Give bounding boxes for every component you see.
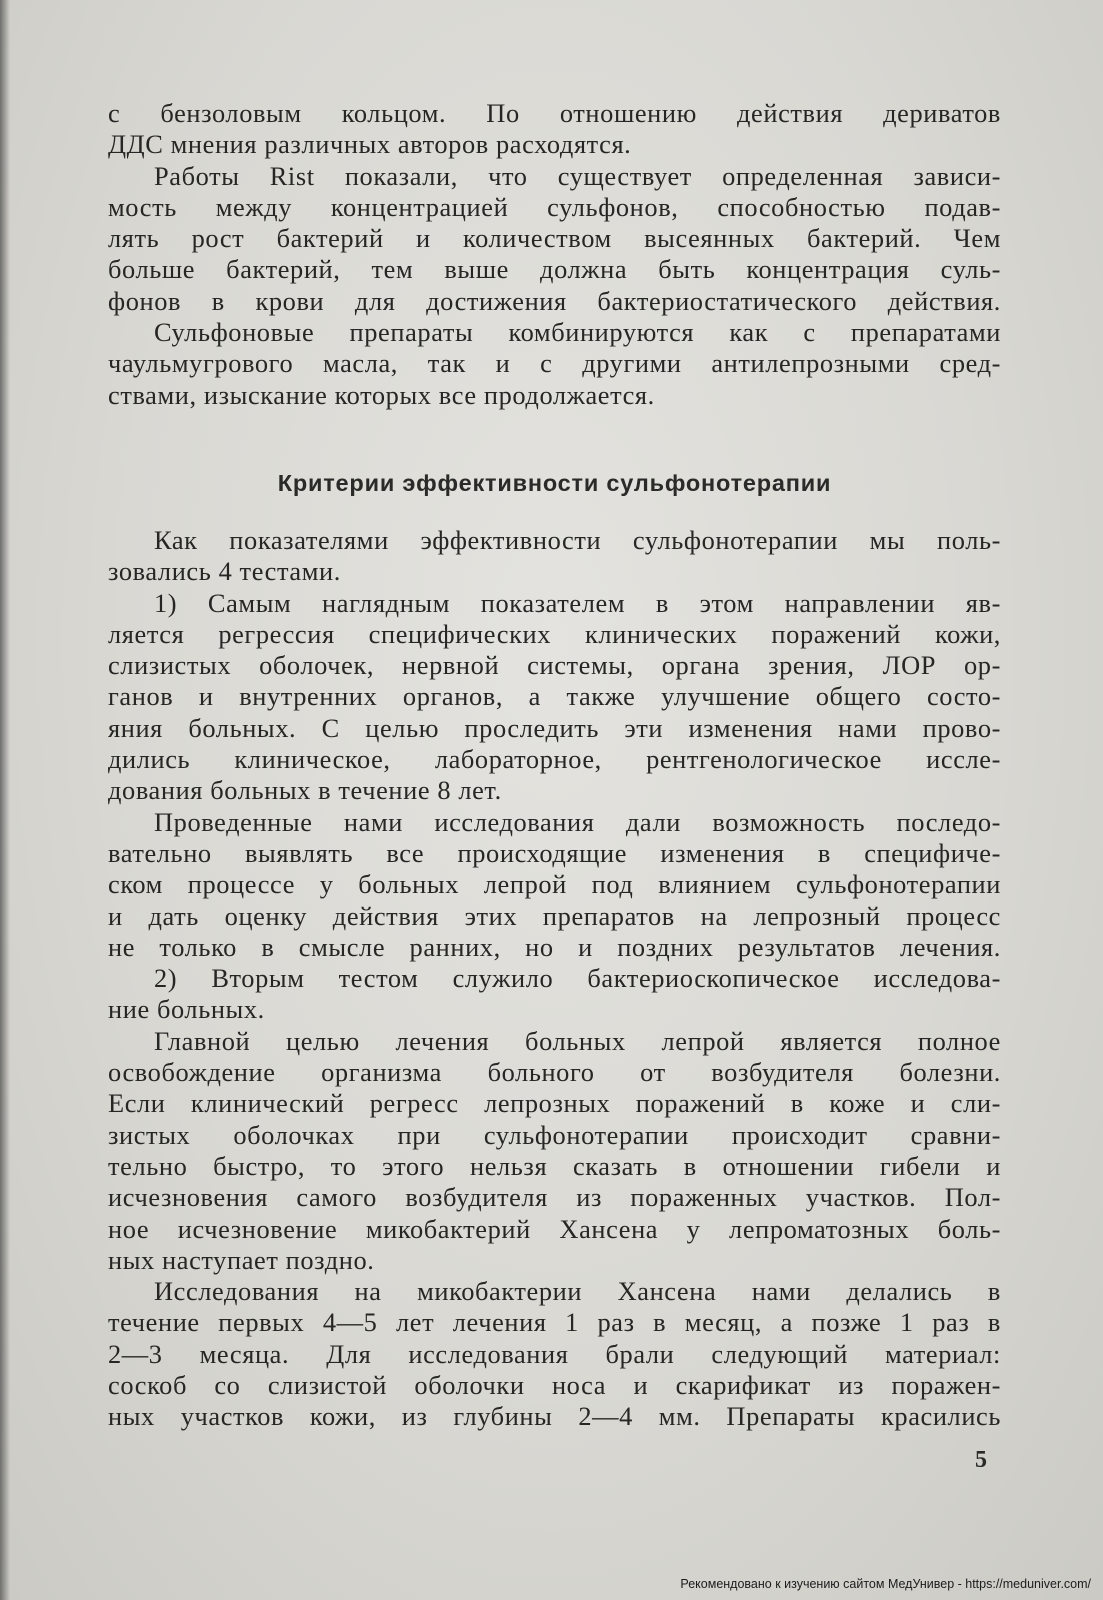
text-line: 2) Вторым тестом служило бактериоскопическое исследова- <box>154 963 1001 994</box>
text-line: ском процессе у больных лепрой под влиянием сульфонотерапии <box>108 869 1001 900</box>
text-line: ных участков кожи, из глубины 2—4 мм. Препараты красились <box>108 1401 1001 1432</box>
text-line: яния больных. С целью проследить эти изменения нами прово- <box>108 712 1001 743</box>
top-text-block <box>108 98 1001 411</box>
text-line: лять рост бактерий и количеством высеянных бактерий. Чем <box>108 223 1001 254</box>
text-line: слизистых оболочек, нервной системы, органа зрения, ЛОР ор- <box>108 650 1001 681</box>
text-line: Как показателями эффективности сульфонотерапии мы поль- <box>154 525 1001 555</box>
text-line: ДДС мнения различных авторов расходятся. <box>108 129 632 160</box>
text-line: вательно выявлять все происходящие изменения в специфиче- <box>108 837 1001 868</box>
text-line: чаульмугрового масла, так и с другими антилепрозными сред- <box>108 348 1001 379</box>
text-line: ние больных. <box>108 994 265 1025</box>
main-text-block <box>108 525 1001 1433</box>
text-line: Главной целью лечения больных лепрой является полное <box>154 1025 1001 1056</box>
text-line: зистых оболочках при сульфонотерапии происходит сравни- <box>108 1119 1001 1150</box>
text-line: Исследования на микобактерии Хансена нами делались в <box>154 1276 1001 1307</box>
text-line: ствами, изыскание которых все продолжается. <box>108 379 655 410</box>
text-line: не только в смысле ранних, но и поздних результатов лечения. <box>108 931 1001 962</box>
text-line: и дать оценку действия этих препаратов на лепрозный процесс <box>108 900 1001 931</box>
text-line: зовались 4 тестами. <box>108 556 341 587</box>
page-number: 5 <box>975 1447 987 1473</box>
text-line: исчезновения самого возбудителя из пораженных участков. Пол- <box>108 1182 1001 1213</box>
text-line: ное исчезновение микобактерий Хансена у лепроматозных боль- <box>108 1213 1001 1244</box>
text-line: мость между концентрацией сульфонов, способностью подав- <box>108 191 1001 222</box>
text-line: с бензоловым кольцом. По отношению действия дериватов <box>108 98 1001 128</box>
text-line: дования больных в течение 8 лет. <box>108 775 502 806</box>
text-line: фонов в крови для достижения бактериостатического действия. <box>108 285 1001 316</box>
text-line: ганов и внутренних органов, а также улучшение общего состо- <box>108 681 1001 712</box>
text-line: ляется регрессия специфических клинических поражений кожи, <box>108 618 1001 649</box>
text-line: течение первых 4—5 лет лечения 1 раз в месяц, а позже 1 раз в <box>108 1307 1001 1338</box>
text-line: Если клинический регресс лепрозных поражений в коже и сли- <box>108 1088 1001 1119</box>
text-line: соскоб со слизистой оболочки носа и скарификат из поражен- <box>108 1370 1001 1401</box>
footer-recommendation-link[interactable]: Рекомендовано к изучению сайтом МедУнивер - https://meduniver.com/ <box>680 1577 1091 1591</box>
text-line: Работы Rist показали, что существует определенная зависи- <box>154 160 1001 191</box>
text-line: освобождение организма больного от возбудителя болезни. <box>108 1057 1001 1088</box>
text-line: ных наступает поздно. <box>108 1244 375 1275</box>
text-line: больше бактерий, тем выше должна быть концентрация суль- <box>108 254 1001 285</box>
text-line: 1) Самым наглядным показателем в этом направлении яв- <box>154 587 1001 618</box>
text-line: дились клиническое, лабораторное, рентгенологическое иссле- <box>108 744 1001 775</box>
text-line: Проведенные нами исследования дали возможность последо- <box>154 806 1001 837</box>
text-line: тельно быстро, то этого нельзя сказать в отношении гибели и <box>108 1150 1001 1181</box>
text-line: 2—3 месяца. Для исследования брали следующий материал: <box>108 1338 1001 1369</box>
section-heading: Критерии эффективности сульфонотерапии <box>277 470 832 496</box>
text-line: Сульфоновые препараты комбинируются как с препаратами <box>154 317 1001 348</box>
